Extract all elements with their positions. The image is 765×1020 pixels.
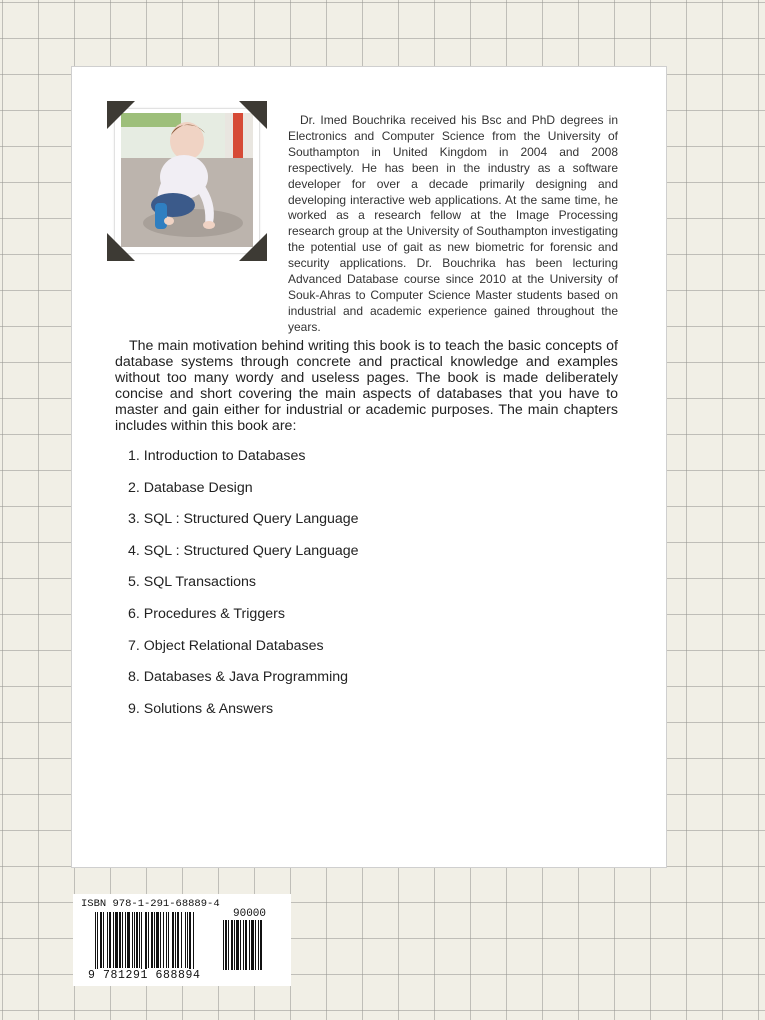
barcode-bar (109, 912, 111, 968)
barcode-bar (154, 912, 155, 968)
photo-corner-bottom-right (239, 233, 267, 261)
barcode-bar (260, 920, 262, 970)
barcode-bar (139, 912, 140, 968)
barcode-bar (163, 912, 164, 968)
price-code-label: 90000 (233, 908, 267, 920)
barcode-bar (141, 912, 142, 976)
barcode-bar (228, 920, 229, 970)
chapter-item: 2. Database Design (128, 479, 253, 496)
photo-corner-top-right (239, 101, 267, 129)
chapter-item: 1. Introduction to Databases (128, 448, 306, 464)
chapter-item: 4. SQL : Structured Query Language (128, 542, 359, 559)
barcode-bar (258, 920, 259, 970)
barcode-bar (136, 912, 138, 968)
barcode-bar (134, 912, 135, 968)
barcode-bar (97, 912, 98, 976)
barcode-bar (122, 912, 123, 968)
barcode-bar (177, 912, 179, 968)
author-bio: Dr. Imed Bouchrika received his Bsc and PhD degrees in Electronics and Computer Science from the University of Southampton in United Kingdom in 2004 and 2008 respectively. He has been in the industry as a software developer for over a decade primarily designing and developing interactive web applications. At the same time, he worked as a research fellow at the Image Processing research group at the University of Southampton investigating the potential use of gait as new biometric for forensic and security applications. Dr. Bouchrika has been lecturing Advanced Database course since 2010 at the University of Souk-Ahras to Computer Science Master students based on industrial and academic experience gained throughout the years. (288, 113, 618, 334)
barcode-bar (245, 920, 247, 970)
barcode-bar (175, 912, 176, 968)
barcode-bar (127, 912, 130, 968)
chapter-item: 7. Object Relational Databases (128, 637, 324, 654)
isbn-label: ISBN 978-1-291-68889-4 (81, 898, 220, 910)
chapter-item: 9. Solutions & Answers (128, 700, 274, 717)
barcode-bar (119, 912, 121, 968)
back-cover-panel (71, 66, 667, 868)
barcode-bar (148, 912, 149, 968)
photo-corner-top-left (107, 101, 135, 129)
barcode-bar (145, 912, 147, 976)
barcode-bar (255, 920, 256, 970)
chapter-list (128, 447, 359, 731)
barcode-bar (236, 920, 239, 970)
chapter-item: 8. Databases & Java Programming (128, 669, 349, 686)
barcode-bar (160, 912, 161, 968)
barcode-bar (172, 912, 174, 968)
barcode-bar (189, 912, 191, 976)
barcode-bar (115, 912, 118, 968)
barcode-bar (95, 912, 96, 976)
barcode-bar (249, 920, 250, 970)
barcode-bar (234, 920, 235, 970)
barcode-bar (181, 912, 182, 968)
barcode-bar (243, 920, 244, 970)
photo-corner-bottom-left (107, 233, 135, 261)
barcode-bar (107, 912, 108, 968)
chapter-item: 3. SQL : Structured Query Language (128, 511, 359, 528)
barcode-bar (100, 912, 102, 968)
barcode-bar (251, 920, 254, 970)
barcode-bar (168, 912, 169, 968)
barcode-bar (125, 912, 126, 968)
barcode-bar (103, 912, 104, 968)
chapter-item: 6. Procedures & Triggers (128, 605, 285, 622)
barcode-bar (166, 912, 167, 968)
barcode-bar (187, 912, 188, 968)
barcode-bar (193, 912, 194, 976)
addon-bars (223, 920, 283, 974)
author-photo-frame (107, 101, 267, 261)
book-description: The main motivation behind writing this book is to teach the basic concepts of database systems through concrete and practical knowledge and examples without too many wordy and useless pages. The book is made deliberately concise and short covering the main aspects of databases that you have to master and gain either for industrial or academic purposes. The main chapters includes within this book are: (115, 338, 618, 434)
author-photo (121, 113, 253, 247)
barcode-bar (113, 912, 114, 968)
barcode-bar (223, 920, 224, 970)
barcode-bar (240, 920, 241, 970)
ean-bars (95, 912, 225, 976)
barcode-bar (231, 920, 233, 970)
isbn-barcode (73, 894, 291, 986)
barcode-bar (185, 912, 186, 968)
ean-number: 9 781291 688894 (88, 969, 201, 982)
barcode-bar (156, 912, 159, 968)
barcode-bar (151, 912, 153, 968)
barcode-bar (132, 912, 133, 968)
barcode-bar (225, 920, 227, 970)
chapter-item: 5. SQL Transactions (128, 574, 257, 591)
